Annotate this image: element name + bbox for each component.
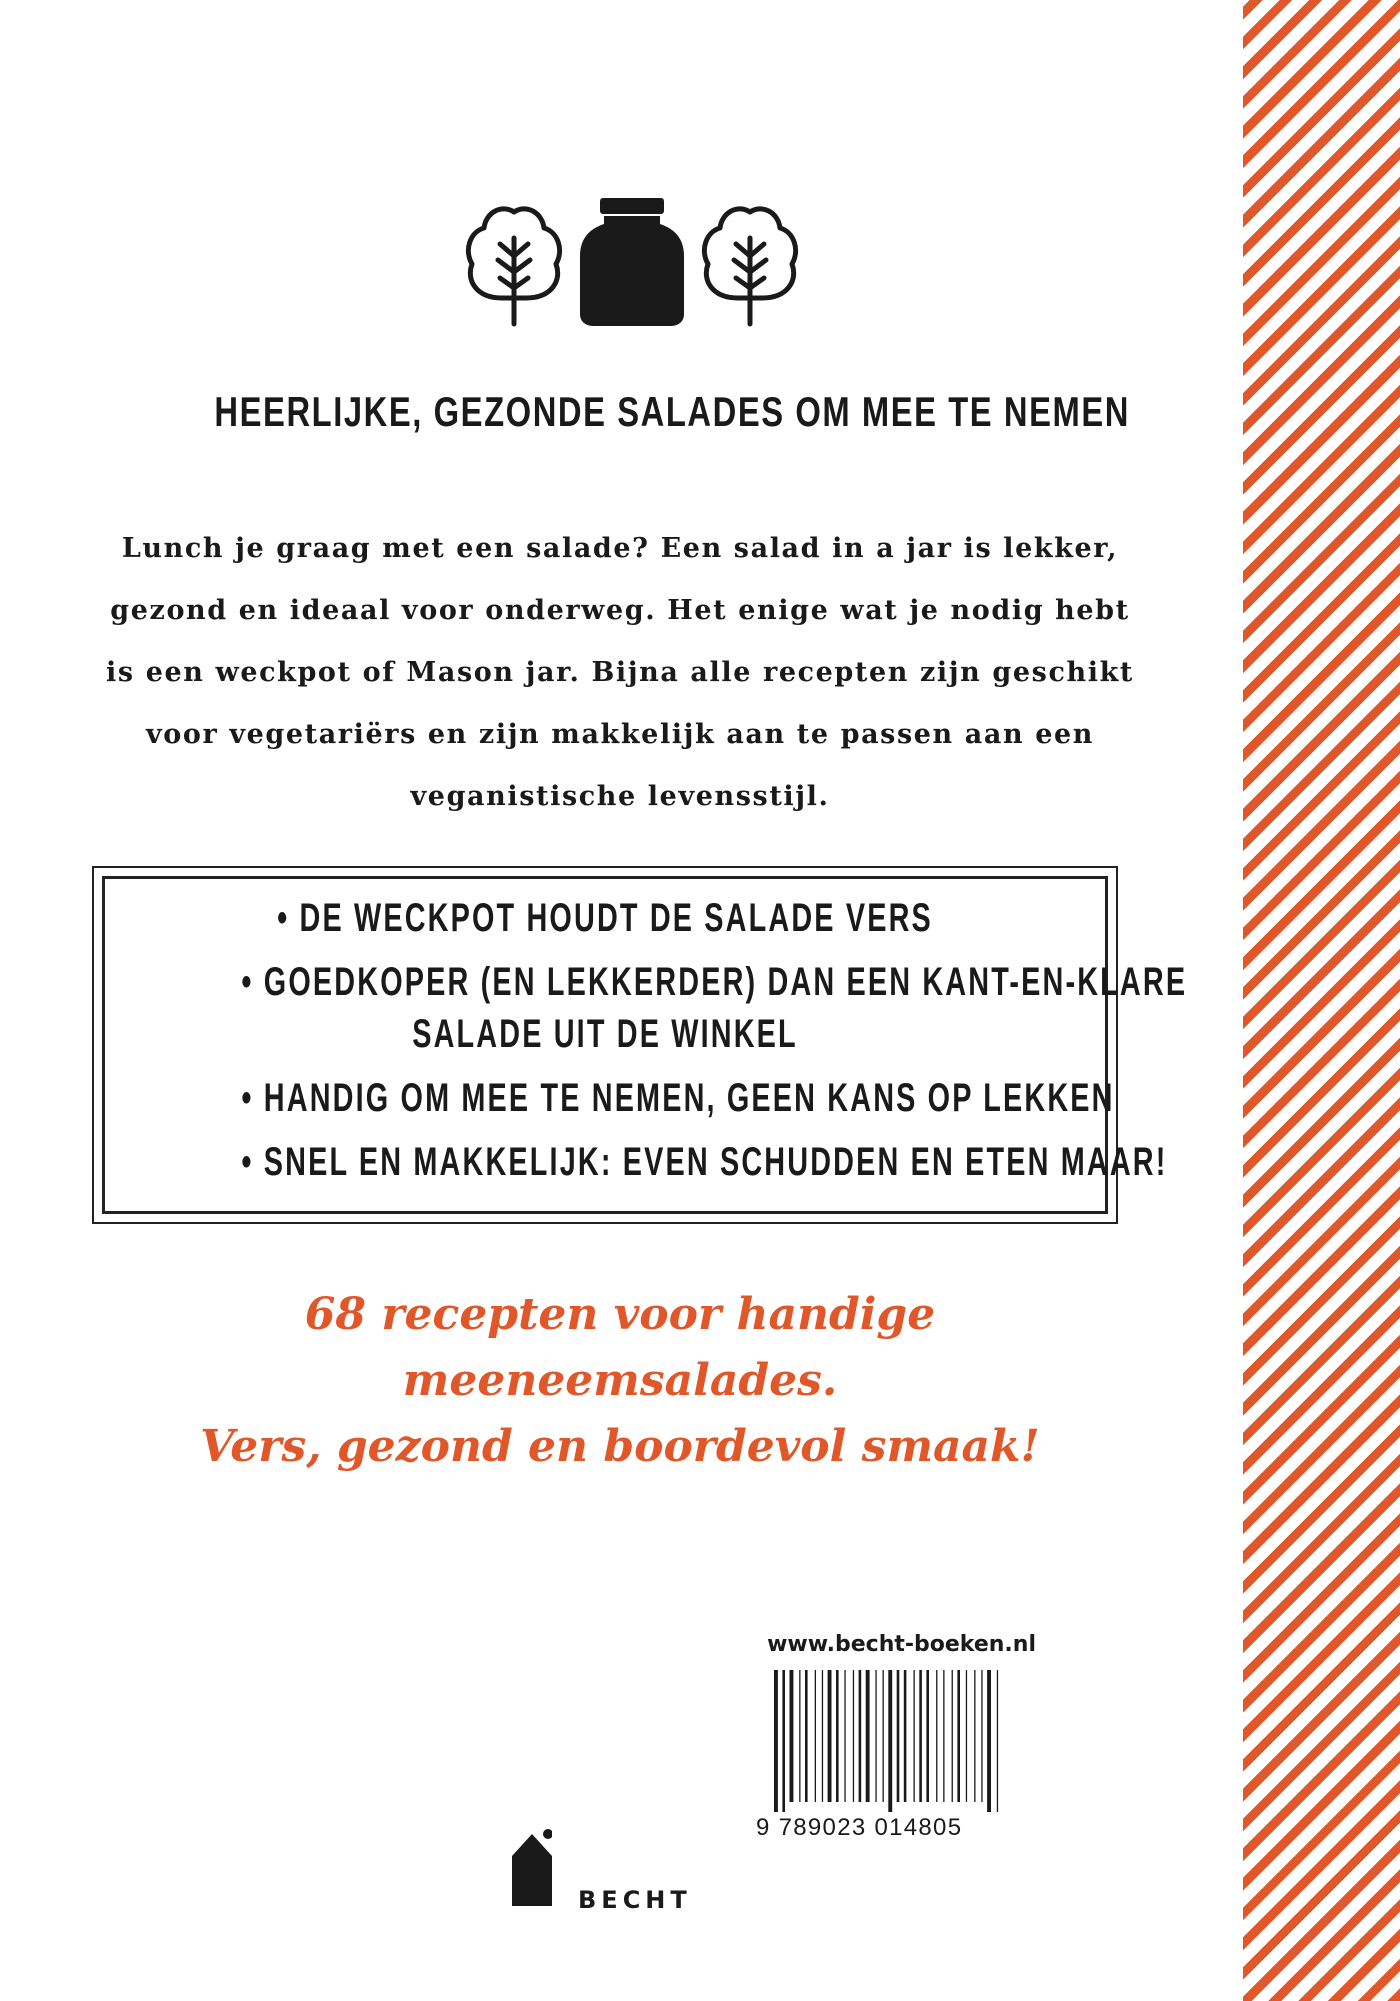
barcode-bar: [974, 1670, 975, 1802]
barcode-bar: [859, 1670, 862, 1802]
barcode-icon: [770, 1670, 1032, 1812]
barcode-bar: [790, 1670, 794, 1802]
publisher-name: BECHT: [578, 1886, 692, 1914]
benefit-item-continued: SALADE UIT DE WINKEL: [412, 1012, 798, 1056]
header-icons: [462, 198, 802, 328]
icon-group: [462, 198, 802, 328]
barcode-bar: [853, 1670, 854, 1802]
barcode-bar: [883, 1670, 884, 1802]
barcode-bar: [966, 1670, 967, 1802]
barcode-bar: [981, 1670, 982, 1802]
cover-heading: HEERLIJKE, GEZONDE SALADES OM MEE TE NEMEN: [214, 388, 1130, 435]
intro-line: voor vegetariërs en zijn makkelijk aan te passen aan een: [145, 719, 1094, 750]
isbn-number: 9 789023 014805: [756, 1814, 963, 1841]
promo-line: Vers, gezond en boordevol smaak!: [200, 1421, 1040, 1472]
barcode-bar: [815, 1670, 816, 1802]
barcode-bar: [997, 1670, 998, 1812]
benefit-item: • HANDIG OM MEE TE NEMEN, GEEN KANS OP LEKKEN: [241, 1076, 1115, 1120]
barcode-bar: [822, 1670, 823, 1802]
stripe-edge: [1238, 0, 1243, 2001]
barcode-bar: [904, 1670, 907, 1802]
leaf-icon: [704, 209, 795, 324]
barcode-bar: [952, 1670, 953, 1802]
striped-spine-band: [1243, 0, 1400, 2001]
barcode-bar: [943, 1670, 944, 1802]
leaf-icon: [468, 209, 559, 324]
benefits-list: [100, 892, 1188, 1188]
barcode-bar: [774, 1670, 778, 1812]
intro-line: veganistische levensstijl.: [410, 781, 830, 812]
benefit-item: • SNEL EN MAKKELIJK: EVEN SCHUDDEN EN ETEN MAAR!: [241, 1140, 1168, 1184]
barcode-bar: [782, 1670, 785, 1812]
promo-line: 68 recepten voor handige: [304, 1289, 936, 1340]
intro-line: is een weckpot of Mason jar. Bijna alle recepten zijn geschikt: [106, 657, 1134, 688]
barcode-bar: [936, 1670, 937, 1802]
barcode-graphic: [770, 1670, 1032, 1812]
barcode-bar: [866, 1670, 870, 1802]
house-logo: [512, 1828, 552, 1906]
barcode-bar: [875, 1670, 876, 1802]
jar-icon: [580, 198, 684, 326]
publisher-website: www.becht-boeken.nl: [767, 1632, 1036, 1657]
benefit-item: • GOEDKOPER (EN LEKKERDER) DAN EEN KANT-EN-KLARE: [241, 960, 1188, 1004]
barcode-bar: [799, 1670, 800, 1802]
publisher-house-icon: [512, 1828, 552, 1906]
promo-line: meeneemsalades.: [402, 1355, 838, 1406]
barcode-bar: [836, 1670, 839, 1802]
barcode-bar: [957, 1670, 960, 1802]
promo-text: [180, 1282, 1060, 1480]
barcode-bar: [914, 1670, 915, 1802]
barcode-bar: [805, 1670, 808, 1802]
barcode-bar: [919, 1670, 922, 1802]
barcode-bar: [888, 1670, 892, 1812]
barcode-bar: [828, 1670, 832, 1802]
benefit-item: • DE WECKPOT HOUDT DE SALADE VERS: [277, 896, 933, 940]
barcode-bar: [987, 1670, 991, 1812]
barcode-bar: [926, 1670, 929, 1802]
intro-line: Lunch je graag met een salade? Een salad in a jar is lekker,: [121, 533, 1119, 564]
barcode-bar: [844, 1670, 845, 1802]
intro-line: gezond en ideaal voor onderweg. Het enige wat je nodig hebt: [110, 595, 1130, 626]
barcode-bar: [897, 1670, 900, 1802]
intro-text: [100, 518, 1140, 828]
